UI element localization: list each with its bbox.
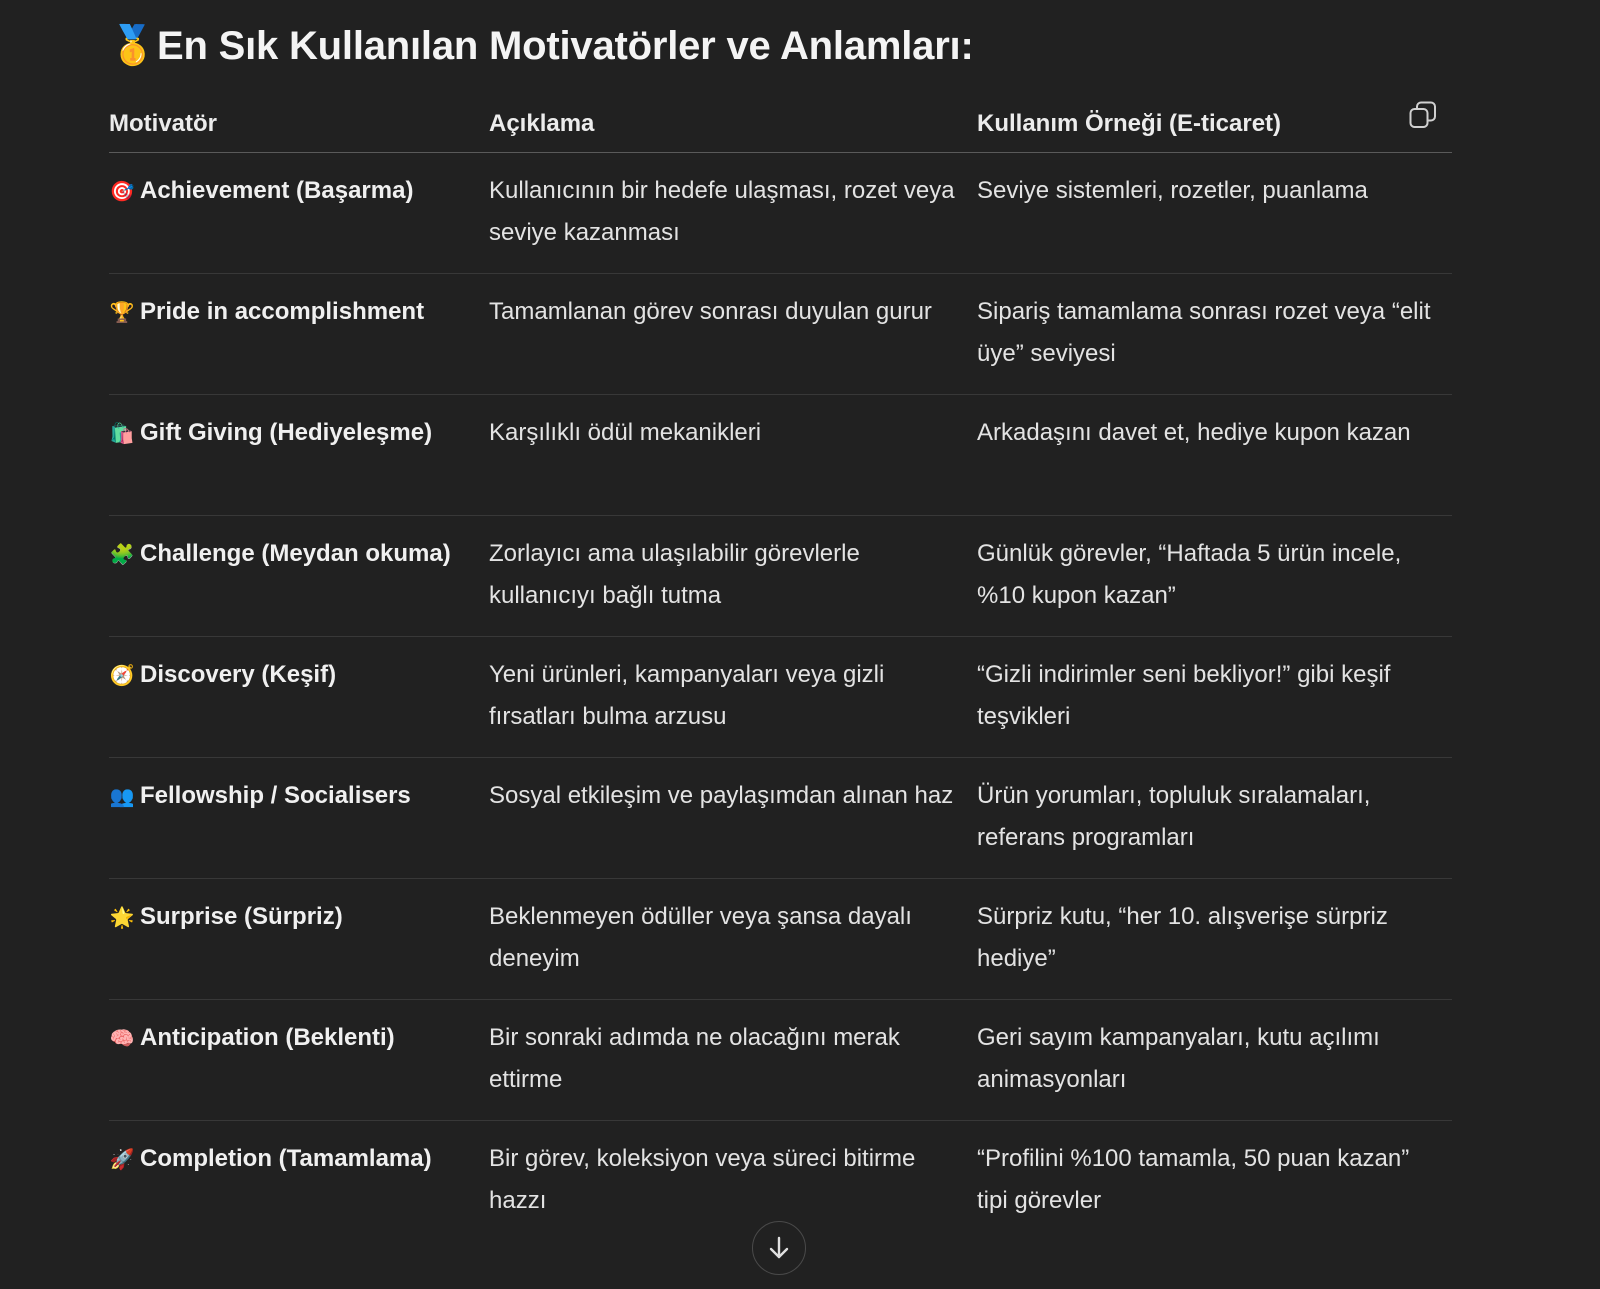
table-row — [109, 516, 1452, 637]
example-cell: Ürün yorumları, topluluk sıralamaları, referans programları — [977, 758, 1452, 879]
table-row — [109, 153, 1452, 274]
motivator-cell — [109, 1121, 489, 1242]
table-row — [109, 274, 1452, 395]
column-header-motivator: Motivatör — [109, 96, 489, 153]
table-row — [109, 637, 1452, 758]
people-icon: 👥 — [109, 786, 135, 808]
scroll-to-bottom-button[interactable] — [752, 1221, 806, 1275]
motivator-name: Completion (Tamamlama) — [140, 1145, 432, 1172]
shopping-bags-icon: 🛍️ — [109, 423, 135, 445]
motivator-cell — [109, 879, 489, 1000]
motivator-cell — [109, 153, 489, 274]
description-cell: Karşılıklı ödül mekanikleri — [489, 395, 977, 516]
table-row — [109, 758, 1452, 879]
table-row — [109, 1000, 1452, 1121]
description-cell: Yeni ürünleri, kampanyaları veya gizli fırsatları bulma arzusu — [489, 637, 977, 758]
motivator-table — [109, 96, 1452, 1241]
table-row — [109, 879, 1452, 1000]
motivator-cell — [109, 1000, 489, 1121]
motivator-name: Discovery (Keşif) — [140, 661, 337, 688]
description-cell: Kullanıcının bir hedefe ulaşması, rozet veya seviye kazanması — [489, 153, 977, 274]
example-cell: Sipariş tamamlama sonrası rozet veya “elit üye” seviyesi — [977, 274, 1452, 395]
table-row — [109, 395, 1452, 516]
trophy-icon: 🏆 — [109, 302, 135, 324]
brain-icon: 🧠 — [109, 1028, 135, 1050]
arrow-down-icon — [765, 1234, 793, 1262]
star-icon: 🌟 — [109, 907, 135, 929]
target-icon: 🎯 — [109, 181, 135, 203]
puzzle-icon: 🧩 — [109, 544, 135, 566]
rocket-icon: 🚀 — [109, 1149, 135, 1171]
example-cell: Seviye sistemleri, rozetler, puanlama — [977, 153, 1452, 274]
description-cell: Sosyal etkileşim ve paylaşımdan alınan haz — [489, 758, 977, 879]
motivator-cell — [109, 637, 489, 758]
section-heading-text: En Sık Kullanılan Motivatörler ve Anlamları: — [157, 23, 974, 68]
medal-icon: 🥇 — [109, 25, 157, 67]
example-cell: “Gizli indirimler seni bekliyor!” gibi keşif teşvikleri — [977, 637, 1452, 758]
motivator-cell — [109, 395, 489, 516]
motivator-name: Gift Giving (Hediyeleşme) — [140, 419, 433, 446]
example-cell: Arkadaşını davet et, hediye kupon kazan — [977, 395, 1452, 516]
motivator-name: Anticipation (Beklenti) — [140, 1024, 395, 1051]
table-header-row — [109, 96, 1452, 153]
example-cell: “Profilini %100 tamamla, 50 puan kazan” tipi görevler — [977, 1145, 1410, 1214]
motivator-name: Challenge (Meydan okuma) — [140, 540, 451, 567]
motivator-name: Pride in accomplishment — [140, 298, 425, 325]
motivator-name: Fellowship / Socialisers — [140, 782, 411, 809]
motivator-name: Surprise (Sürpriz) — [140, 903, 343, 930]
example-cell: Günlük görevler, “Haftada 5 ürün incele, %10 kupon kazan” — [977, 516, 1452, 637]
section-heading — [109, 0, 1452, 74]
copy-icon — [1408, 100, 1438, 130]
description-cell: Bir sonraki adımda ne olacağını merak ettirme — [489, 1000, 977, 1121]
column-header-description: Açıklama — [489, 96, 977, 153]
motivator-name: Achievement (Başarma) — [140, 177, 414, 204]
column-header-example: Kullanım Örneği (E-ticaret) — [977, 96, 1452, 153]
description-cell: Beklenmeyen ödüller veya şansa dayalı deneyim — [489, 879, 977, 1000]
response-content — [109, 0, 1452, 1241]
example-cell: Geri sayım kampanyaları, kutu açılımı animasyonları — [977, 1000, 1452, 1121]
motivator-cell — [109, 274, 489, 395]
example-cell: Sürpriz kutu, “her 10. alışverişe sürpriz hediye” — [977, 879, 1452, 1000]
description-cell: Bir görev, koleksiyon veya süreci bitirme hazzı — [489, 1145, 916, 1214]
motivator-cell — [109, 516, 489, 637]
copy-table-button[interactable] — [1406, 98, 1440, 132]
description-cell: Zorlayıcı ama ulaşılabilir görevlerle kullanıcıyı bağlı tutma — [489, 516, 977, 637]
compass-icon: 🧭 — [109, 665, 135, 687]
motivator-cell — [109, 758, 489, 879]
motivator-table-container — [109, 96, 1452, 1241]
description-cell: Tamamlanan görev sonrası duyulan gurur — [489, 274, 977, 395]
